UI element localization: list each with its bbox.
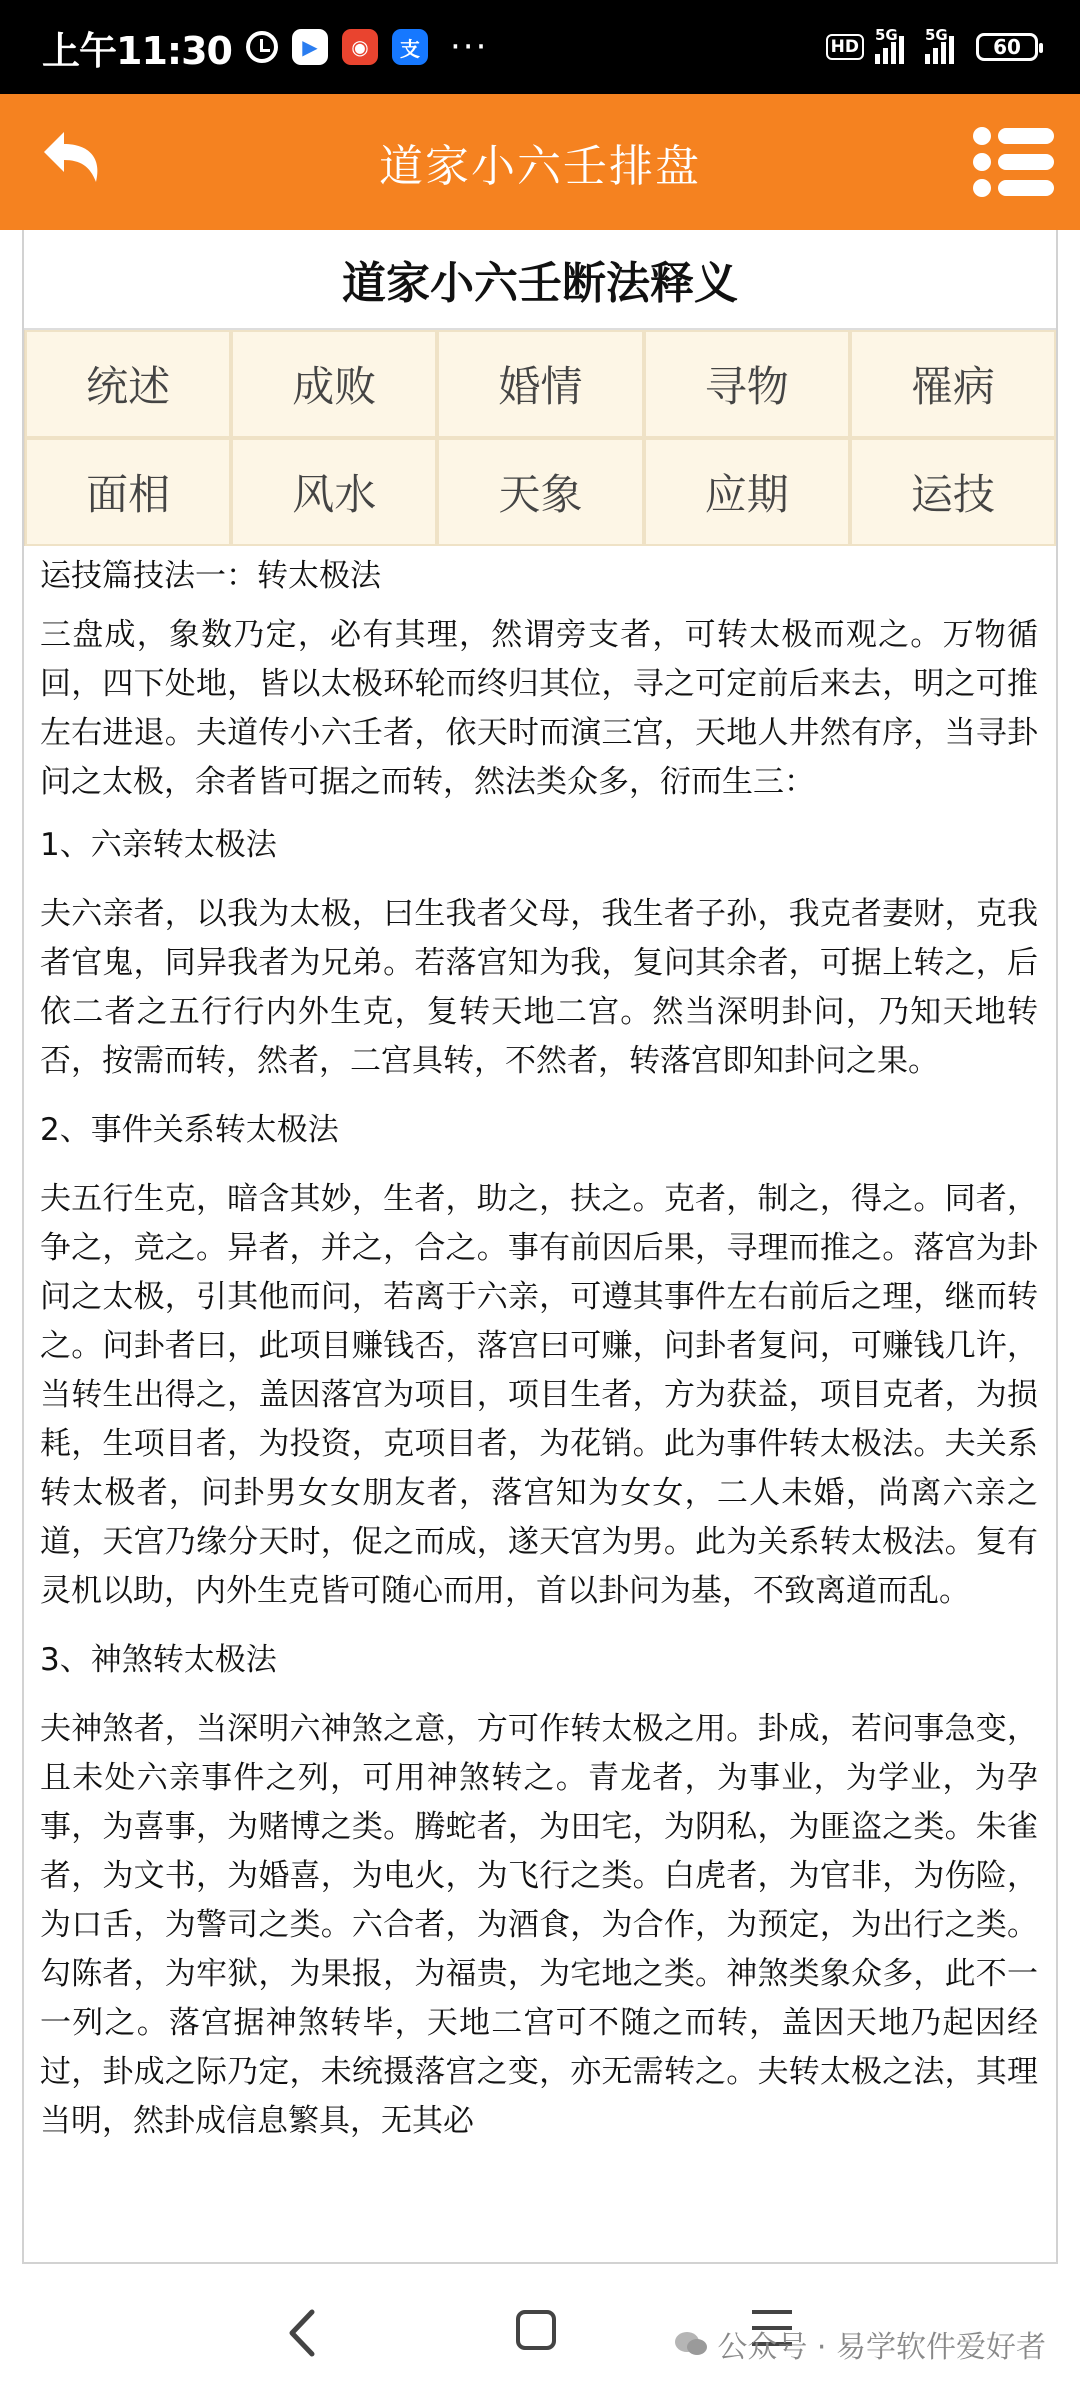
nav-back-icon[interactable] bbox=[282, 2308, 322, 2358]
hd-badge: HD bbox=[826, 34, 864, 60]
more-notifications-icon: ··· bbox=[449, 27, 489, 67]
watermark bbox=[673, 2322, 1046, 2366]
intro-paragraph: 三盘成，象数乃定，必有其理，然谓旁支者，可转太极而观之。万物循回，四下处地，皆以太极环轮而终归其位，寻之可定前后来去，明之可推左右进退。夫道传小六壬者，依天时而演三宫，天地人井然有序，当寻卦问之太极，余者皆可据之而转，然法类众多，衍而生三： bbox=[40, 617, 1038, 800]
status-right bbox=[826, 26, 1038, 64]
section-paragraph-1: 夫六亲者，以我为太极，曰生我者父母，我生者子孙，我克者妻财，克我者官鬼，同异我者为兄弟。若落宫知为我，复问其余者，可据上转之，后依二者之五行行内外生克，复转天地二宫。然当深明卦问，乃知天地转否，按需而转，然者，二宫具转，不然者，转落宫即知卦问之果。 bbox=[40, 896, 1038, 1079]
category-tabs bbox=[24, 330, 1056, 546]
signal-icon: 5G bbox=[872, 30, 904, 64]
tab-tianxiang[interactable]: 天象 bbox=[437, 438, 643, 546]
section-paragraph-3: 夫神煞者，当深明六神煞之意，方可作转太极之用。卦成，若问事急变，且未处六亲事件之列，可用神煞转之。青龙者，为事业，为学业，为孕事，为喜事，为赌博之类。腾蛇者，为田宅，为阴私，为匪盗之类。朱雀者，为文书，为婚喜，为电火，为飞行之类。白虎者，为官非，为伤险，为口舌，为警司之类。六合者，为酒食，为合作，为预定，为出行之类。勾陈者，为牢狱，为果报，为福贵，为宅地之类。神煞类象众多，此不一一列之。落宫据神煞转毕，天地二宫可不随之而转，盖因天地乃起因经过，卦成之际乃定，未统摄落宫之变，亦无需转之。夫转太极之法，其理当明，然卦成信息繁具，无其必 bbox=[40, 1711, 1038, 2139]
tab-yingqi[interactable]: 应期 bbox=[644, 438, 850, 546]
nav-home-icon[interactable] bbox=[516, 2310, 556, 2350]
article-content bbox=[24, 546, 1056, 2146]
signal-icon-2: 5G bbox=[922, 30, 954, 64]
tab-chengbai[interactable]: 成败 bbox=[231, 330, 437, 438]
alipay-icon: 支 bbox=[392, 29, 428, 65]
red-app-icon: ◉ bbox=[342, 29, 378, 65]
play-store-icon: ▶ bbox=[292, 29, 328, 65]
app-title: 道家小六壬排盘 bbox=[379, 141, 701, 192]
tab-hunqing[interactable]: 婚情 bbox=[437, 330, 643, 438]
wechat-icon bbox=[673, 2330, 709, 2358]
tab-mianxiang[interactable]: 面相 bbox=[25, 438, 231, 546]
back-button[interactable] bbox=[34, 122, 114, 202]
back-arrow-icon bbox=[34, 122, 114, 202]
app-bar bbox=[0, 94, 1080, 230]
intro-heading: 运技篇技法一：转太极法 bbox=[40, 558, 381, 594]
tab-tongshu[interactable]: 统述 bbox=[25, 330, 231, 438]
section-heading-1: 1、六亲转太极法 bbox=[40, 827, 277, 863]
menu-button[interactable] bbox=[970, 122, 1060, 202]
section-heading-3: 3、神煞转太极法 bbox=[40, 1642, 277, 1678]
panel-title: 道家小六壬断法释义 bbox=[24, 230, 1056, 330]
navigation-bar bbox=[0, 2264, 1080, 2400]
content-panel bbox=[22, 230, 1058, 2264]
status-time: 上午11:30 bbox=[42, 28, 232, 73]
tab-libing[interactable]: 罹病 bbox=[850, 330, 1056, 438]
watermark-text: 公众号 · 易学软件爱好者 bbox=[717, 2330, 1046, 2365]
status-bar bbox=[0, 0, 1080, 94]
section-heading-2: 2、事件关系转太极法 bbox=[40, 1112, 339, 1148]
tab-fengshui[interactable]: 风水 bbox=[231, 438, 437, 546]
tab-yunji[interactable]: 运技 bbox=[850, 438, 1056, 546]
alarm-icon bbox=[246, 31, 278, 63]
section-paragraph-2: 夫五行生克，暗含其妙，生者，助之，扶之。克者，制之，得之。同者，争之，竞之。异者，并之，合之。事有前因后果，寻理而推之。落宫为卦问之太极，引其他而问，若离于六亲，可遵其事件左右前后之理，继而转之。问卦者曰，此项目赚钱否，落宫曰可赚，问卦者复问，可赚钱几许，当转生出得之，盖因落宫为项目，项目生者，方为获益，项目克者，为损耗，生项目者，为投资，克项目者，为花销。此为事件转太极法。夫关系转太极者，问卦男女女朋友者，落宫知为女女，二人未婚，尚离六亲之道，天宫乃缘分天时，促之而成，遂天宫为男。此为关系转太极法。复有灵机以助，内外生克皆可随心而用，首以卦问为基，不致离道而乱。 bbox=[40, 1181, 1038, 1609]
tab-xunwu[interactable]: 寻物 bbox=[644, 330, 850, 438]
list-menu-icon bbox=[970, 122, 1060, 202]
battery-icon: 60 bbox=[976, 33, 1038, 61]
